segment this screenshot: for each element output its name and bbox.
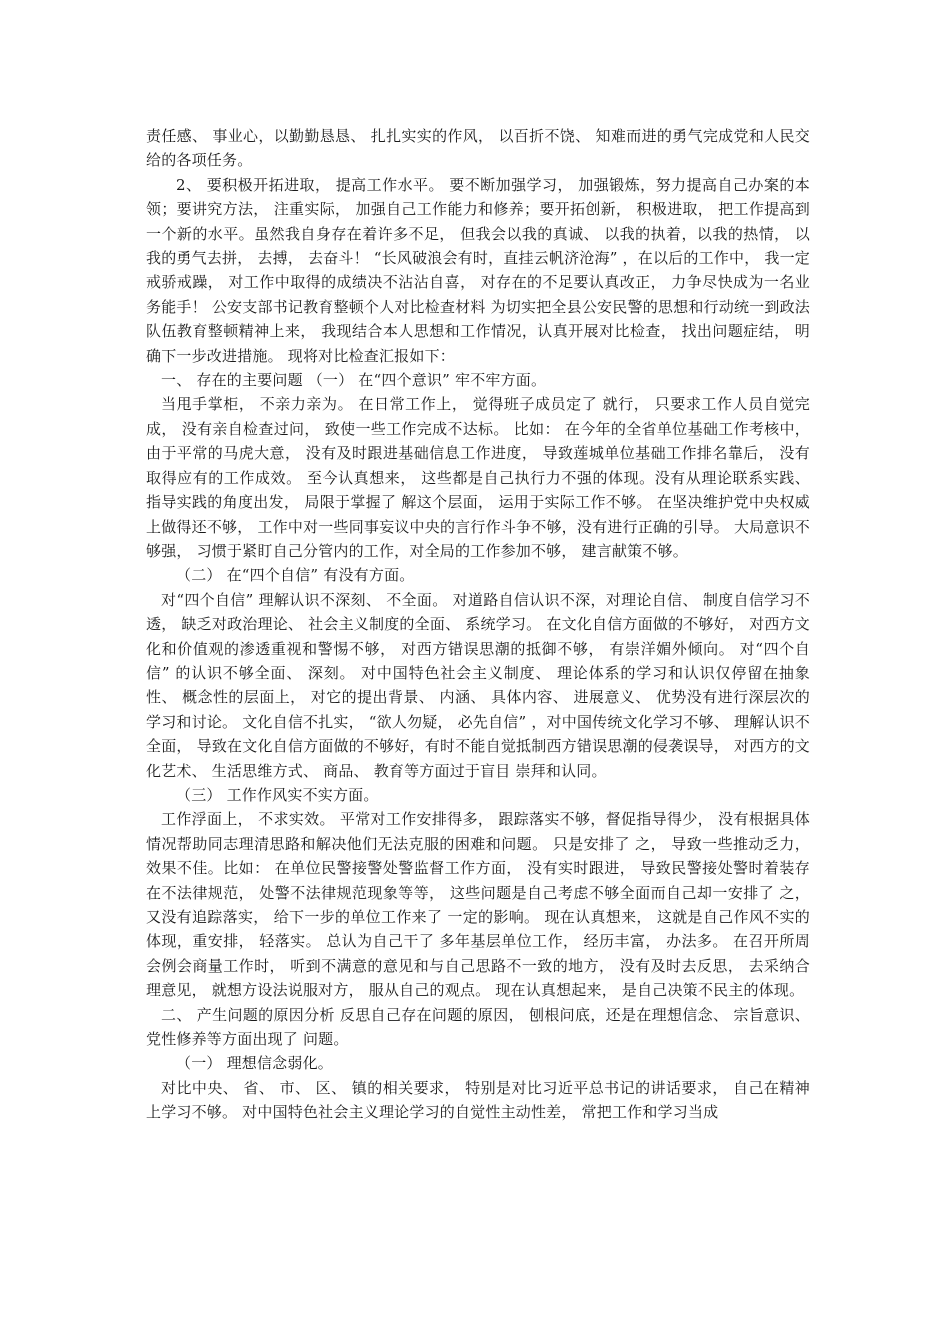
section-heading-2: （二） 在“四个自信” 有没有方面。 <box>176 566 415 585</box>
document-page <box>146 124 810 1125</box>
section-heading-5: （一） 理想信念弱化。 <box>176 1054 333 1073</box>
paragraph-1: 责任感、 事业心，以勤勤恳恳、 扎扎实实的作风， 以百折不饶、 知难而进的勇气完成党和人民交给的各项任务。 <box>146 127 810 170</box>
section-heading-3: （三） 工作作风实不实方面。 <box>176 785 379 804</box>
paragraph-3: 当甩手掌柜， 不亲力亲为。 在日常工作上， 觉得班子成员定了 就行， 只要求工作人员自觉完成， 没有亲自检查过问， 致使一些工作完成不达标。 比如： 在今年的全省单位基础工作考核中， 由于平常的马虎大意， 没有及时跟进基础信息工作进度， 导致莲城单位基础工作排名靠后， 没有取得应有的工作成效。 至今认真想来， 这些都是自己执行力不强的体现。没有从理论联系实践、 指导实践的角度出发， 局限于掌握了 解这个层面， 运用于实际工作不够。 在坚决维护党中央权威上做得还不够， 工作中对一些同事妄议中央的言行作斗争不够，没有进行正确的引导。 大局意识不够强， 习惯于紧盯自己分管内的工作，对全局的工作参加不够， 建言献策不够。 <box>146 395 810 560</box>
section-heading-1: 一、 存在的主要问题 （一） 在“四个意识” 牢不牢方面。 <box>161 371 547 390</box>
paragraph-2: 2、 要积极开拓进取， 提高工作水平。 要不断加强学习， 加强锻炼，努力提高自己办案的本领；要讲究方法， 注重实际， 加强自己工作能力和修养；要开拓创新， 积极进取， 把工作提高到一个新的水平。虽然我自身存在着许多不足， 但我会以我的真诚、 以我的执着，以我的热情， 以我的勇气去拼， 去搏， 去奋斗！ “长风破浪会有时，直挂云帆济沧海” ，在以后的工作中， 我一定戒骄戒躁， 对工作中取得的成绩决不沾沾自喜， 对存在的不足要认真改正， 力争尽快成为一名业务能手！ 公安支部书记教育整顿个人对比检查材料 为切实把全县公安民警的思想和行动统一到政法队伍教育整顿精神上来， 我现结合本人思想和工作情况，认真开展对比检查， 找出问题症结， 明确下一步改进措施。 现将对比检查汇报如下： <box>146 175 810 365</box>
paragraph-5: 工作浮面上， 不求实效。 平常对工作安排得多， 跟踪落实不够，督促指导得少， 没有根据具体情况帮助同志理清思路和解决他们无法克服的困难和问题。 只是安排了 之， 导致一些推动乏力， 效果不佳。比如： 在单位民警接警处警监督工作方面， 没有实时跟进， 导致民警接处警时着装存在不法律规范， 处警不法律规范现象等等， 这些问题是自己考虑不够全面而自己却一安排了 之， 又没有追踪落实， 给下一步的单位工作来了 一定的影响。 现在认真想来， 这就是自己作风不实的体现，重安排， 轻落实。 总认为自己干了 多年基层单位工作， 经历丰富， 办法多。 在召开所周会例会商量工作时， 听到不满意的意见和与自己思路不一致的地方， 没有及时去反思， 去采纳合理意见， 就想方设法说服对方， 服从自己的观点。 现在认真想起来， 是自己决策不民主的体现。 <box>146 810 810 1000</box>
section-heading-4: 二、 产生问题的原因分析 反思自己存在问题的原因， 刨根问底，还是在理想信念、 宗旨意识、 党性修养等方面出现了 问题。 <box>146 1005 810 1049</box>
paragraph-6: 对比中央、 省、 市、 区、 镇的相关要求， 特别是对比习近平总书记的讲话要求， 自己在精神上学习不够。 对中国特色社会主义理论学习的自觉性主动性差， 常把工作和学习当成 <box>146 1078 810 1122</box>
paragraph-4: 对“四个自信” 理解认识不深刻、 不全面。 对道路自信认识不深，对理论自信、 制度自信学习不透， 缺乏对政治理论、 社会主义制度的全面、 系统学习。 在文化自信方面做的不够好， 对西方文化和价值观的渗透重视和警惕不够， 对西方错误思潮的抵御不够， 有崇洋媚外倾向。 对“四个自信” 的认识不够全面、 深刻。 对中国特色社会主义制度、 理论体系的学习和认识仅停留在抽象性、 概念性的层面上， 对它的提出背景、 内涵、 具体内容、 进展意义、 优势没有进行深层次的学习和讨论。 文化自信不扎实， “欲人勿疑， 必先自信” ，对中国传统文化学习不够、 理解认识不全面， 导致在文化自信方面做的不够好，有时不能自觉抵制西方错误思潮的侵袭误导， 对西方的文化艺术、 生活思维方式、 商品、 教育等方面过于盲目 崇拜和认同。 <box>146 590 810 780</box>
